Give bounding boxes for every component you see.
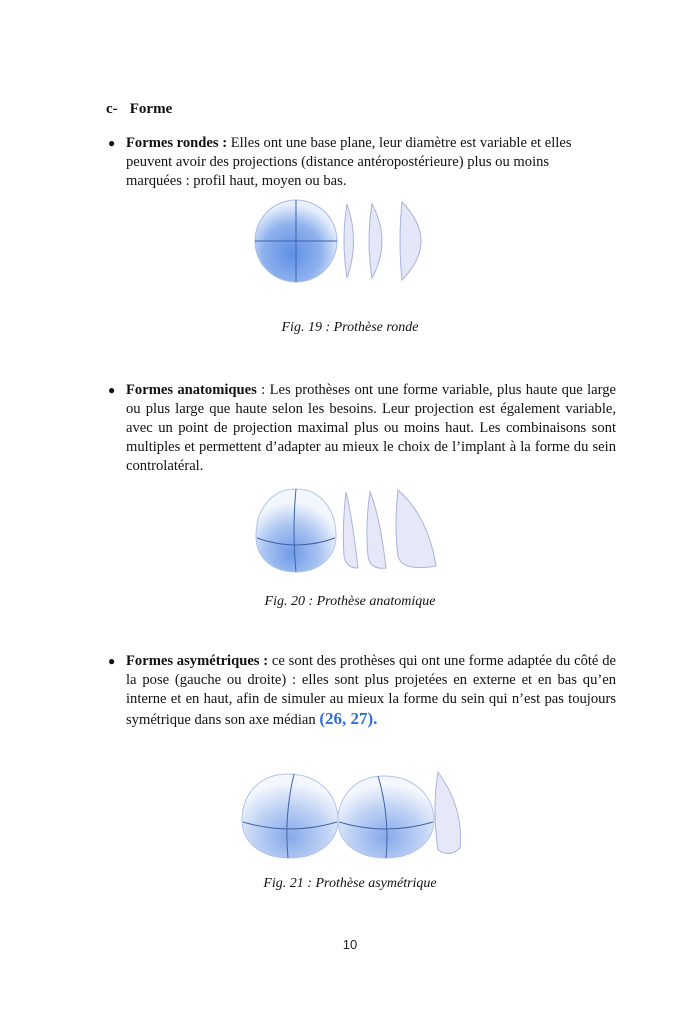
bullet-text: Elles ont une base plane, leur diamètre est variable et elles peuvent avoir des projections (distance antéropostérieure) plus ou moins marquées : profil haut, moyen ou bas. — [126, 135, 572, 189]
page-number: 10 — [342, 937, 358, 952]
figure-21-caption: Fig. 21 : Prothèse asymétrique — [263, 876, 437, 891]
figure-round-implant — [252, 198, 452, 284]
anatomic-implant-profile-low — [343, 492, 358, 568]
section-title: Forme — [129, 101, 173, 117]
bullet-formes-anatomiques — [108, 381, 616, 476]
figure-20-caption: Fig. 20 : Prothèse anatomique — [264, 594, 436, 609]
bullet-term: Formes rondes : — [126, 135, 228, 151]
asymmetric-implant-left-front-view — [242, 774, 338, 858]
round-implant-profile-medium — [369, 204, 382, 278]
bullet-dot: ● — [108, 654, 116, 668]
round-implant-profile-high — [400, 202, 421, 280]
section-number: c- — [106, 101, 118, 117]
bullet-text: : Les prothèses ont une forme variable, plus haute que large ou plus large que haute selon les besoins. Leur projection est également variable, avec un point de projection maximal plus ou moins haut. Les combinaisons sont multiples et permettent d’adapter au mieux le choix de l’implant à la forme du sein controlatéral. — [126, 382, 616, 474]
round-implant-profile-low — [344, 204, 354, 278]
section-heading — [106, 101, 172, 118]
anatomic-implant-front-view — [256, 489, 336, 572]
bullet-dot: ● — [108, 383, 116, 397]
anatomic-implant-profile-high — [396, 490, 436, 568]
bullet-dot: ● — [108, 136, 116, 150]
bullet-formes-asymetriques — [108, 652, 616, 730]
figure-anatomic-implant — [252, 486, 452, 576]
citation-link[interactable]: (26, 27). — [319, 709, 378, 728]
bullet-term: Formes anatomiques — [126, 382, 257, 398]
figure-19-caption: Fig. 19 : Prothèse ronde — [281, 320, 419, 335]
bullet-term: Formes asymétriques : — [126, 653, 269, 669]
figure-asymmetric-implant — [238, 768, 462, 862]
asymmetric-implant-profile — [435, 772, 461, 854]
bullet-text: ce sont des prothèses qui ont une forme adaptée du côté de la pose (gauche ou droite) : elles sont plus projetées en externe et en bas qu’en interne et en haut, afin de simuler au mieux la forme du sein qui n’est pas toujours symétrique dans son axe médian — [126, 653, 616, 728]
bullet-formes-rondes — [108, 134, 606, 191]
anatomic-implant-profile-medium — [367, 492, 386, 568]
